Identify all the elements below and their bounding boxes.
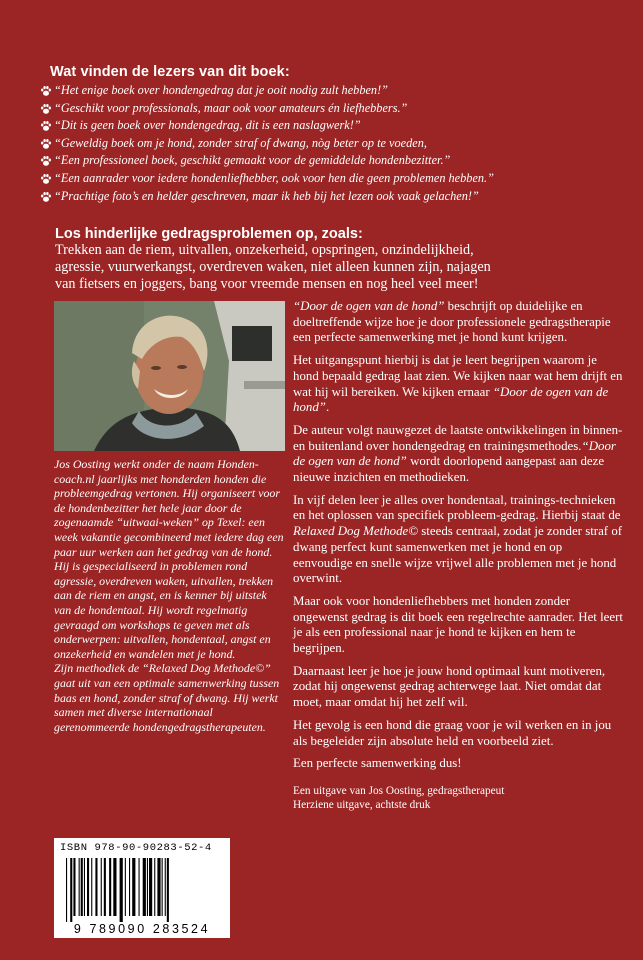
description-text: steeds centraal, zodat je zonder straf of dwang perfect kunt samenwerken met je hond en op eenvoudige en snelle wijze vrijwel alle problemen met je hond overwint. — [293, 524, 623, 586]
author-photo-drawing — [54, 301, 285, 451]
description-text: Het uitgangspunt hierbij is dat je leert begrijpen waarom je hond bepaald gedrag laat zien. We kijken naar wat hem drijft en wat hij wil bereiken. We kijken ernaar — [293, 353, 623, 399]
bio-paragraph-2: Hij is gespecialiseerd in problemen rond agressie, overdreven waken, uitvallen, trekken aan de riem en angst, en is kenner bij uitstek van de hondentaal. Hij wordt regelmatig gevraagd om workshops te geven met als onderwerpen: uitvallen, hondentaal, angst en onzekerheid en wandelen met je hond. — [54, 559, 274, 661]
description-text: wordt doorlopend aangepast aan deze nieuwe inzichten en methodieken. — [293, 454, 605, 485]
review-item — [40, 188, 630, 206]
description-paragraph-3 — [293, 423, 623, 486]
book-title-ref: “Door de ogen van de hond” — [293, 438, 616, 469]
barcode-bars — [66, 858, 218, 922]
review-list — [40, 82, 630, 205]
book-title-ref: “Door de ogen van de hond” — [293, 299, 445, 313]
book-title-ref: “Door de ogen van de hond” — [293, 384, 609, 415]
problems-section — [55, 226, 630, 294]
review-text: “Prachtige foto’s en helder geschreven, maar ik heb bij het lezen ook vaak gelachen!” — [54, 188, 479, 203]
author-bio — [54, 457, 286, 734]
paw-print-icon — [40, 188, 54, 205]
isbn-text: ISBN 978-90-90283-52-4 — [60, 842, 212, 854]
paw-print-icon — [40, 117, 54, 134]
review-text: “Dit is geen boek over hondengedrag, dit is een naslagwerk!” — [54, 118, 361, 133]
problems-heading: Los hinderlijke gedragsproblemen op, zoals: — [55, 226, 363, 242]
review-text: “Een professioneel boek, geschikt gemaakt voor de gemiddelde hondenbezitter.” — [54, 153, 451, 168]
publisher-line-1: Een uitgave van Jos Oosting, gedragstherapeut — [293, 784, 505, 797]
description-text: In vijf delen leer je alles over hondentaal, trainings-technieken en het oplossen van specifiek probleem-gedrag. Hierbij staat de — [293, 492, 621, 523]
paw-print-icon — [40, 82, 54, 99]
bio-paragraph-1: Jos Oosting werkt onder de naam Honden-coach.nl jaarlijks met honderden honden die probleemgedrag vertonen. Hij organiseert voor de hondenbezitter het hele jaar door de zogenaamde “uitwaai-weken” op Texel: een week vakantie gecombineerd met iedere dag een paar uur werken aan het gedrag van de hond. — [54, 457, 284, 559]
description-paragraph-1 — [293, 299, 623, 346]
book-description — [293, 299, 623, 813]
description-paragraph-2 — [293, 353, 623, 416]
reader-reviews — [40, 64, 630, 205]
description-paragraph-8: Een perfecte samenwerking dus! — [293, 756, 462, 771]
problems-line-2: agressie, vuurwerkangst, overdreven waken, niet alleen kunnen zijn, najagen — [55, 259, 491, 276]
paw-print-icon — [40, 152, 54, 169]
method-name: Relaxed Dog Methode© — [293, 524, 419, 539]
review-text: “Het enige boek over hondengedrag dat je ooit nodig zult hebben!” — [54, 83, 389, 97]
review-item — [40, 100, 630, 118]
review-text: “Geweldig boek om je hond, zonder straf of dwang, nòg beter op te voeden, — [54, 135, 427, 150]
description-paragraph-7: Het gevolg is een hond die graag voor je wil werken en in jou als begeleider zijn absolute held en voorbeeld ziet. — [293, 717, 612, 748]
review-text: “Geschikt voor professionals, maar ook voor amateurs én liefhebbers.” — [54, 100, 408, 115]
description-text: . — [325, 400, 330, 415]
publisher-line-2: Herziene uitgave, achtste druk — [293, 799, 431, 812]
description-paragraph-4 — [293, 493, 623, 587]
author-photo — [54, 301, 285, 451]
review-item — [40, 135, 630, 153]
problems-line-1: Trekken aan de riem, uitvallen, onzekerheid, opspringen, onzindelijkheid, — [55, 242, 474, 258]
description-text: beschrijft op duidelijke en doeltreffende wijze hoe je door professionele gedragstherapie een perfecte samenwerking met je hond kunt krijgen. — [293, 299, 611, 345]
review-item — [40, 117, 630, 135]
review-item — [40, 170, 630, 188]
review-item — [40, 152, 630, 170]
problems-line-3: van fietsers en joggers, bang voor vreemde mensen en nog heel veel meer! — [55, 276, 479, 293]
review-item — [40, 82, 630, 100]
paw-print-icon — [40, 100, 54, 117]
isbn-barcode — [54, 838, 230, 938]
review-text: “Een aanrader voor iedere hondenliefhebber, ook voor hen die geen problemen hebben.” — [54, 170, 494, 185]
paw-print-icon — [40, 135, 54, 152]
reviews-heading: Wat vinden de lezers van dit boek: — [50, 64, 290, 80]
publisher-info — [293, 784, 623, 813]
ean-number: 9 789090 283524 — [73, 922, 211, 936]
paw-print-icon — [40, 170, 54, 187]
bio-paragraph-3: Zijn methodiek de “Relaxed Dog Methode©” gaat uit van een optimale samenwerking tussen baas en hond, zonder straf of dwang. Hij werkt samen met diverse internationaal gerenommeerde hondengedragstherapeuten. — [54, 661, 280, 734]
description-text: De auteur volgt nauwgezet de laatste ontwikkelingen in binnen- en buitenland over hondengedrag en trainingsmethodes. — [293, 422, 623, 453]
description-paragraph-5: Maar ook voor hondenliefhebbers met honden zonder ongewenst gedrag is dit boek een regelrechte aanrader. Het leert je als een professional naar je hond te kijken en hem te begrijpen. — [293, 593, 623, 656]
description-paragraph-6: Daarnaast leer je hoe je jouw hond optimaal kunt motiveren, zodat hij ongewenst gedrag achterwege laat. Niet omdat dat moet, maar omdat hij het zelf wil. — [293, 663, 606, 710]
